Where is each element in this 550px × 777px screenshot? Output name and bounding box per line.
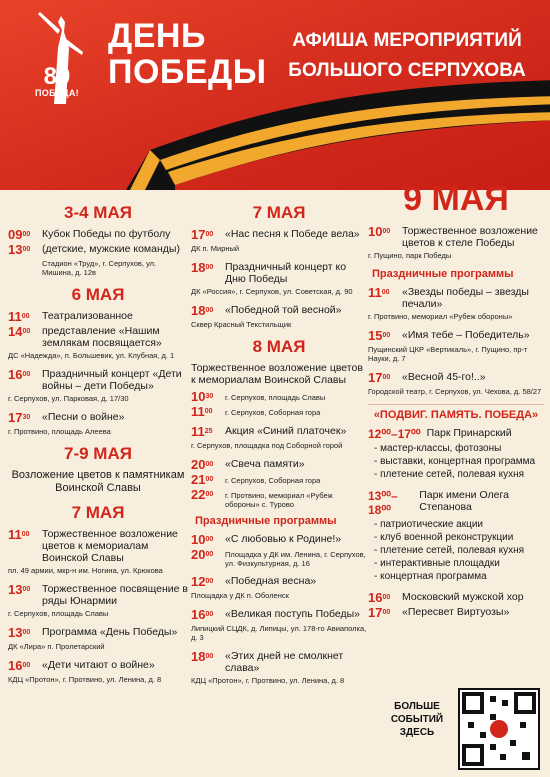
event-location: пл. 49 армии, мкр-н им. Ногина, ул. Крюкова xyxy=(8,566,163,575)
event-location: г. Пущино, парк Победы xyxy=(368,251,452,260)
event-location: г. Серпухов, площадь Славы xyxy=(8,609,109,618)
event-title: Торжественное возложение цветов к мемориалам Воинской Славы xyxy=(42,528,178,564)
event-title: «Победная весна» xyxy=(225,575,317,587)
event-time: $21^{00}$ xyxy=(191,472,214,487)
event-title: «Весной 45-го!..» xyxy=(402,371,486,383)
event xyxy=(191,425,367,439)
activity-item: - клуб военной реконструкции xyxy=(374,531,544,544)
qr-code[interactable] xyxy=(458,688,540,770)
event-location: ДК «Лира» п. Пролетарский xyxy=(8,642,105,651)
event xyxy=(8,368,188,392)
event-title: «Звезды победы – звезды печали» xyxy=(402,286,529,310)
activity-item: - патриотические акции xyxy=(374,518,544,531)
afisha-line1: АФИША МЕРОПРИЯТИЙ xyxy=(292,30,522,51)
event-title: «Имя тебе – Победитель» xyxy=(402,329,530,341)
event-time: $12^{00}$ xyxy=(191,574,214,589)
event-title: «Нас песня к Победе вела» xyxy=(225,228,360,240)
event-location: ДК «Россия», г. Серпухов, ул. Советская, д. 90 xyxy=(191,287,353,296)
event xyxy=(8,310,188,324)
event xyxy=(191,228,367,242)
event-time: $16^{00}$ xyxy=(191,607,214,622)
event-location: Городской театр, г. Серпухов, ул. Чехова, д. 58/27 xyxy=(368,387,542,396)
event xyxy=(191,261,367,285)
event xyxy=(191,458,367,472)
event-time: $17^{30}$ xyxy=(8,410,31,425)
day-heading: 6 МАЯ xyxy=(71,285,125,304)
column-middle xyxy=(191,195,367,693)
header-banner xyxy=(0,0,550,190)
activity-item: - плетение сетей, полевая кухня xyxy=(374,468,544,481)
event-location: г. Серпухов, площадь Славы xyxy=(225,393,326,402)
event-location: г. Протвино, площадь Алеева xyxy=(8,427,111,436)
event-time: $18^{00}$ xyxy=(191,303,214,318)
event-title: «Песни о войне» xyxy=(42,411,125,423)
event-location: Площадка у ДК п. Оболенск xyxy=(191,591,289,600)
section-subheading: Праздничные программы xyxy=(372,268,514,280)
event xyxy=(191,650,367,674)
activity-item: - мастер-классы, фотозоны xyxy=(374,442,544,455)
event xyxy=(191,488,367,509)
victory-80-badge xyxy=(28,63,86,98)
event-title: Московский мужской хор xyxy=(402,591,524,603)
event xyxy=(191,390,367,404)
event-location: г. Серпухов, ул. Парковая, д. 17/30 xyxy=(8,394,129,403)
event xyxy=(368,591,544,605)
event-location: г. Протвино, мемориал «Рубеж обороны» с. Турово xyxy=(225,491,333,509)
event-location: г. Серпухов, Соборная гора xyxy=(225,408,321,417)
afisha-title xyxy=(282,26,532,86)
event-title: Праздничный концерт «Дети войны – дети Победы» xyxy=(42,368,182,392)
event-title: Парк имени Олега Степанова xyxy=(419,489,509,513)
event xyxy=(368,329,544,343)
event-time: $10^{00}$ xyxy=(368,224,391,239)
event-location: КДЦ «Протон», г. Протвино, ул. Ленина, д. 8 xyxy=(191,676,345,685)
event-title: Кубок Победы по футболу xyxy=(42,228,171,240)
event-time: $16^{00}$ xyxy=(368,590,391,605)
event xyxy=(191,405,367,419)
event-location: г. Серпухов, Соборная гора xyxy=(225,476,321,485)
event xyxy=(8,659,188,673)
day-heading: 7 МАЯ xyxy=(71,503,125,522)
event-location: КДЦ «Протон», г. Протвино, ул. Ленина, д. 8 xyxy=(8,675,162,684)
event-time: $16^{00}$ xyxy=(8,367,31,382)
event-title: «Этих дней не смолкнет слава» xyxy=(225,650,344,674)
column-left xyxy=(8,195,188,692)
event-time: $10^{30}$ xyxy=(191,389,214,404)
day-heading: 3-4 МАЯ xyxy=(64,203,132,222)
event-time: $14^{00}$ xyxy=(8,324,31,339)
event-time: $11^{00}$ xyxy=(8,309,30,324)
event-title: (детские, мужские команды) xyxy=(42,243,180,255)
section-subheading: Праздничные программы xyxy=(195,515,337,527)
event-time: $18^{00}$ xyxy=(191,260,214,275)
event xyxy=(368,286,544,310)
event-title: Театрализованное xyxy=(42,310,133,322)
event xyxy=(368,225,544,249)
qr-code-icon xyxy=(460,690,538,768)
title-line2: ПОБЕДЫ xyxy=(108,53,267,91)
event-time: $11^{00}$ xyxy=(8,527,30,542)
event-title: Праздничный концерт ко Дню Победы xyxy=(225,261,347,285)
park-event xyxy=(368,427,544,441)
event-title: «Великая поступь Победы» xyxy=(225,608,361,620)
event xyxy=(368,371,544,385)
day-heading: 7-9 МАЯ xyxy=(64,444,132,463)
event-location: Сквер Красный Текстильщик xyxy=(191,320,292,329)
park-event xyxy=(368,489,544,517)
event-time: $10^{00}$ xyxy=(191,532,214,547)
event-location: г. Протвино, мемориал «Рубеж обороны» xyxy=(368,312,513,321)
event xyxy=(191,473,367,487)
event-time: $22^{00}$ xyxy=(191,487,214,502)
event xyxy=(191,533,367,547)
event xyxy=(8,528,188,564)
event xyxy=(368,606,544,620)
event-time: $11^{00}$ xyxy=(191,404,213,419)
event-title: Торжественное возложение цветов к мемориалам Воинской Славы xyxy=(191,362,363,386)
event-location: Площадка у ДК им. Ленина, г. Серпухов, ул. Физкультурная, д. 16 xyxy=(225,550,366,568)
more-events-label: БОЛЬШЕ СОБЫТИЙ ЗДЕСЬ xyxy=(390,701,444,738)
event-title: Торжественное возложение цветов к стеле Победы xyxy=(402,225,538,249)
event xyxy=(191,304,367,318)
event-title: «Пересвет Виртуозы» xyxy=(402,606,510,618)
event-location: Липицкий СЦДК, д. Липицы, ул. 178-го Авиаполка, д. 3 xyxy=(191,624,367,642)
event-time: $17^{00}$ xyxy=(368,605,391,620)
event-title: Торжественное посвящение в ряды Юнармии xyxy=(42,583,188,607)
event xyxy=(8,626,188,640)
column-right xyxy=(368,180,544,621)
event-title: Парк Принарский xyxy=(426,427,512,439)
event-time: $09^{00}$ xyxy=(8,227,31,242)
event-title: «Дети читают о войне» xyxy=(42,659,155,671)
event xyxy=(8,583,188,607)
event-title: «Свеча памяти» xyxy=(225,458,305,470)
page-title xyxy=(108,18,267,90)
badge-word: ПОБЕДА! xyxy=(35,88,79,98)
activity-list xyxy=(374,518,544,583)
event-title: «Победной той весной» xyxy=(225,304,342,316)
event-time-range: 12⁰⁰–17⁰⁰ xyxy=(368,427,421,441)
podvig-section-heading: «ПОДВИГ. ПАМЯТЬ. ПОБЕДА» xyxy=(368,404,544,421)
activity-item: - концертная программа xyxy=(374,570,544,583)
event xyxy=(191,575,367,589)
title-line1: ДЕНЬ xyxy=(108,17,206,55)
event-title: «С любовью к Родине!» xyxy=(225,533,342,545)
event-time: $20^{00}$ xyxy=(191,547,214,562)
event-title: представление «Нашим землякам посвящается» xyxy=(42,325,162,349)
badge-number: 80 xyxy=(43,63,71,90)
day-heading: 8 МАЯ xyxy=(252,337,306,356)
afisha-line2: БОЛЬШОГО СЕРПУХОВА xyxy=(288,60,526,81)
event xyxy=(191,548,367,574)
event-time: $15^{00}$ xyxy=(368,328,391,343)
event-title: Программа «День Победы» xyxy=(42,626,178,638)
activity-item: - плетение сетей, полевая кухня xyxy=(374,544,544,557)
event-time: $20^{00}$ xyxy=(191,457,214,472)
activity-item: - выставки, концертная программа xyxy=(374,455,544,468)
event-time: $18^{00}$ xyxy=(191,649,214,664)
event-title: Акция «Синий платочек» xyxy=(225,425,347,437)
event xyxy=(8,228,188,242)
day-heading-main: 9 МАЯ xyxy=(403,180,509,218)
event-time: $13^{00}$ xyxy=(8,242,31,257)
event-location: Пущинский ЦКР «Вертикаль», г. Пущино, пр-т Науки, д. 7 xyxy=(368,345,528,363)
event-time: $16^{00}$ xyxy=(8,658,31,673)
event xyxy=(191,608,367,622)
event-time: $17^{00}$ xyxy=(368,370,391,385)
event xyxy=(8,243,188,257)
event-time: $11^{00}$ xyxy=(368,285,390,300)
event-time: $13^{00}$ xyxy=(8,582,31,597)
day-heading: 7 МАЯ xyxy=(252,203,306,222)
event-time-range: 13⁰⁰–18⁰⁰ xyxy=(368,489,398,517)
event-title: Возложение цветов к памятникам Воинской Славы xyxy=(11,469,185,494)
event-location: г. Серпухов, площадка под Соборной горой xyxy=(191,441,343,450)
activity-item: - интерактивные площадки xyxy=(374,557,544,570)
activity-list xyxy=(374,442,544,481)
event-time: $11^{25}$ xyxy=(191,424,213,439)
event xyxy=(8,411,188,425)
event-time: $13^{00}$ xyxy=(8,625,31,640)
event-time: $17^{00}$ xyxy=(191,227,214,242)
event-location: ДС «Надежда», п. Большевик, ул. Клубная, д. 1 xyxy=(8,351,175,360)
event-location: Стадион «Труд», г. Серпухов, ул. Мишина, д. 12в xyxy=(42,259,157,277)
event xyxy=(8,325,188,349)
event-location: ДК п. Мирный xyxy=(191,244,240,253)
